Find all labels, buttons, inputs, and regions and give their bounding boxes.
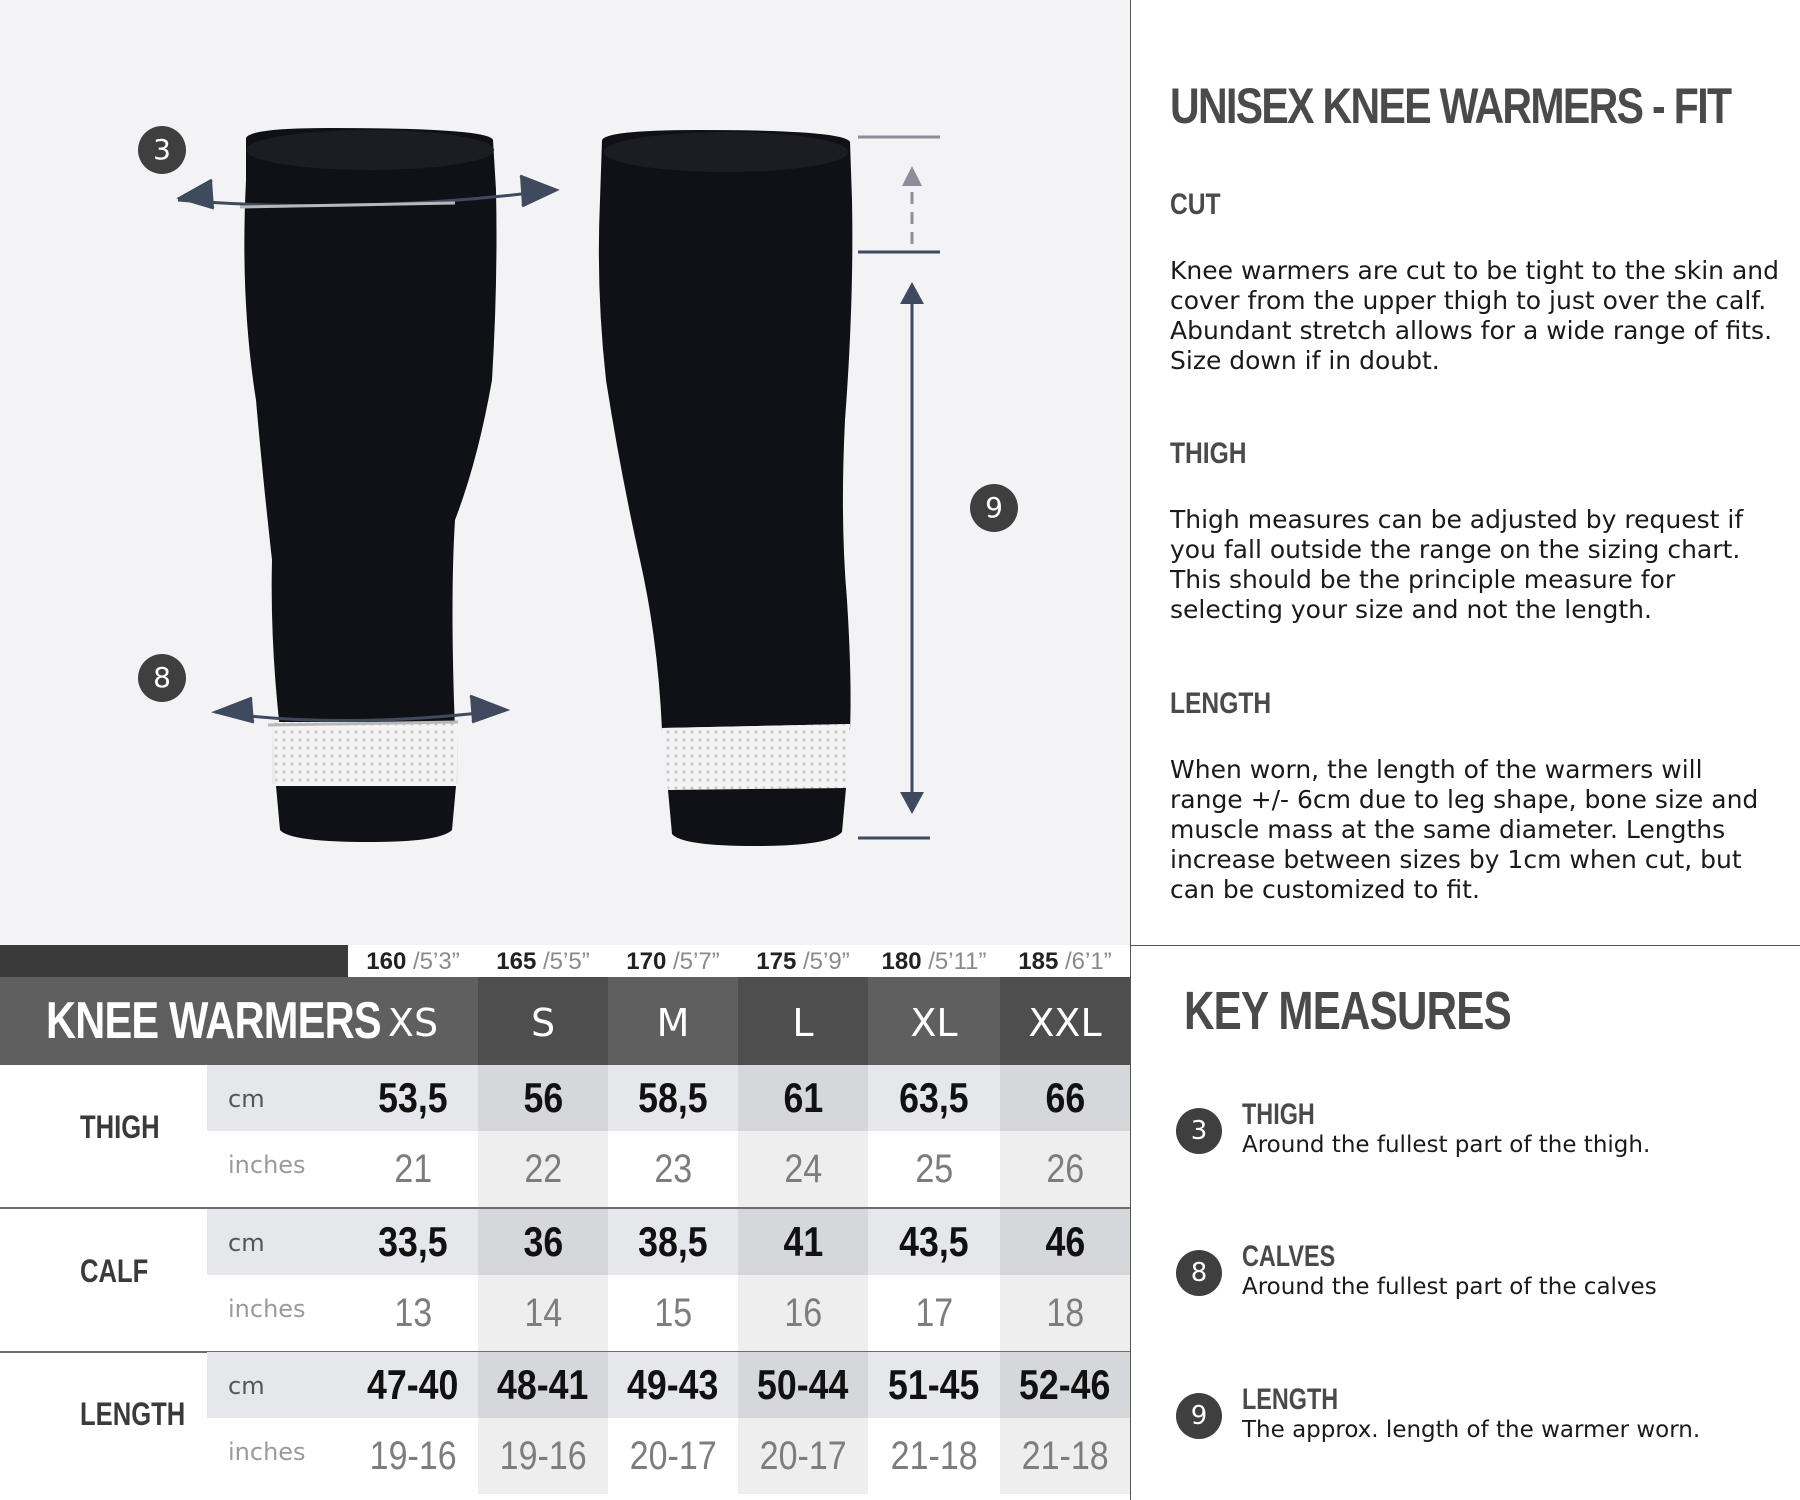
table-cell-cm: 58,5 bbox=[608, 1065, 738, 1131]
table-cell-inches: 24 bbox=[738, 1131, 868, 1207]
key-item-length bbox=[1176, 1383, 1776, 1463]
table-cell-cm: 38,5 bbox=[608, 1209, 738, 1275]
thigh-heading: THIGH bbox=[1170, 437, 1247, 470]
size-header-l: L bbox=[738, 977, 868, 1065]
table-cell-cm: 50-44 bbox=[738, 1352, 868, 1418]
height-label: 180 /5’11” bbox=[881, 948, 987, 975]
unit-label-inches: inches bbox=[228, 1438, 306, 1466]
table-cell-cm: 51-45 bbox=[868, 1352, 1000, 1418]
key-description: Around the fullest part of the thigh. bbox=[1242, 1132, 1651, 1158]
table-cell-inches: 19-16 bbox=[348, 1418, 478, 1494]
key-number-badge: 8 bbox=[1176, 1250, 1222, 1296]
length-text: When worn, the length of the warmers will range +/- 6cm due to leg shape, bone size and muscle mass at the same diameter. Lengths increase between sizes by 1cm when cut, but can be customized to fit. bbox=[1170, 755, 1759, 904]
size-header-s: S bbox=[478, 977, 608, 1065]
table-cell-inches: 17 bbox=[868, 1275, 1000, 1351]
left-knee-warmer bbox=[244, 128, 496, 842]
table-cell-cm: 41 bbox=[738, 1209, 868, 1275]
table-cell-inches: 21-18 bbox=[868, 1418, 1000, 1494]
size-header-xl: XL bbox=[910, 1001, 958, 1045]
unit-label-cm: cm bbox=[228, 1085, 265, 1113]
unit-label-inches: inches bbox=[228, 1151, 306, 1179]
row-label-length: LENGTH bbox=[80, 1396, 186, 1432]
fit-title: UNISEX KNEE WARMERS - FIT bbox=[1170, 78, 1731, 134]
table-cell-cm: 52-46 bbox=[1000, 1352, 1130, 1418]
table-top-bar bbox=[0, 945, 348, 977]
thigh-text: Thigh measures can be adjusted by request if you fall outside the range on the sizing chart. This should be the principle measure for selecting your size and not the length. bbox=[1170, 505, 1744, 624]
key-number-badge: 9 bbox=[1176, 1393, 1222, 1439]
right-knee-warmer bbox=[599, 130, 853, 846]
table-cell-inches: 20-17 bbox=[608, 1418, 738, 1494]
fit-description bbox=[1170, 70, 1780, 904]
unit-label-cm: cm bbox=[228, 1372, 265, 1400]
marker-thigh: 3 bbox=[138, 126, 186, 174]
height-label: 175 /5’9” bbox=[756, 948, 850, 975]
cut-text: Knee warmers are cut to be tight to the skin and cover from the upper thigh to just over the calf. Abundant stretch allows for a wide range of fits. Size down if in doubt. bbox=[1170, 256, 1779, 375]
height-label: 160 /5’3” bbox=[366, 948, 460, 975]
key-description: Around the fullest part of the calves bbox=[1242, 1274, 1657, 1300]
height-label: 185 /6’1” bbox=[1018, 948, 1112, 975]
row-label-calf: CALF bbox=[80, 1253, 149, 1289]
height-label: 170 /5’7” bbox=[626, 948, 720, 975]
key-name: CALVES bbox=[1242, 1240, 1336, 1273]
table-cell-cm: 49-43 bbox=[608, 1352, 738, 1418]
cut-heading: CUT bbox=[1170, 188, 1221, 221]
key-number-badge: 3 bbox=[1176, 1108, 1222, 1154]
unit-label-cm: cm bbox=[228, 1229, 265, 1257]
row-label-thigh: THIGH bbox=[80, 1109, 160, 1145]
key-measures-title: KEY MEASURES bbox=[1184, 981, 1511, 1041]
table-cell-inches: 22 bbox=[478, 1131, 608, 1207]
size-header-xs: XS bbox=[387, 1001, 439, 1045]
size-header-xxl: XXL bbox=[1000, 977, 1130, 1065]
table-cell-cm: 53,5 bbox=[348, 1065, 478, 1131]
table-cell-cm: 66 bbox=[1000, 1065, 1130, 1131]
vertical-divider bbox=[1130, 0, 1131, 1500]
horizontal-divider bbox=[1130, 945, 1800, 946]
key-item-calves bbox=[1176, 1240, 1776, 1320]
table-cell-inches: 21-18 bbox=[1000, 1418, 1130, 1494]
table-cell-cm: 47-40 bbox=[348, 1352, 478, 1418]
table-cell-cm: 46 bbox=[1000, 1209, 1130, 1275]
table-cell-inches: 16 bbox=[738, 1275, 868, 1351]
table-cell-inches: 23 bbox=[608, 1131, 738, 1207]
table-cell-inches: 13 bbox=[348, 1275, 478, 1351]
table-cell-inches: 14 bbox=[478, 1275, 608, 1351]
key-item-thigh bbox=[1176, 1098, 1776, 1178]
size-header-m: M bbox=[656, 1001, 690, 1045]
table-cell-cm: 36 bbox=[478, 1209, 608, 1275]
marker-calf: 8 bbox=[138, 654, 186, 702]
table-cell-inches: 15 bbox=[608, 1275, 738, 1351]
table-title: KNEE WARMERS bbox=[46, 992, 381, 1050]
key-name: LENGTH bbox=[1242, 1383, 1339, 1416]
key-description: The approx. length of the warmer worn. bbox=[1242, 1417, 1701, 1443]
table-cell-inches: 18 bbox=[1000, 1275, 1130, 1351]
unit-label-inches: inches bbox=[228, 1295, 306, 1323]
length-heading: LENGTH bbox=[1170, 687, 1272, 720]
table-cell-cm: 33,5 bbox=[348, 1209, 478, 1275]
table-cell-inches: 19-16 bbox=[478, 1418, 608, 1494]
product-image-panel bbox=[0, 0, 1130, 945]
key-name: THIGH bbox=[1242, 1098, 1315, 1131]
size-chart-table bbox=[0, 945, 1130, 1500]
table-cell-inches: 21 bbox=[348, 1131, 478, 1207]
height-label: 165 /5’5” bbox=[496, 948, 590, 975]
table-cell-cm: 61 bbox=[738, 1065, 868, 1131]
table-cell-cm: 43,5 bbox=[868, 1209, 1000, 1275]
table-cell-cm: 56 bbox=[478, 1065, 608, 1131]
table-cell-inches: 26 bbox=[1000, 1131, 1130, 1207]
length-measure-arrow bbox=[858, 137, 940, 838]
table-cell-cm: 63,5 bbox=[868, 1065, 1000, 1131]
table-cell-cm: 48-41 bbox=[478, 1352, 608, 1418]
marker-length: 9 bbox=[970, 484, 1018, 532]
table-cell-inches: 20-17 bbox=[738, 1418, 868, 1494]
table-cell-inches: 25 bbox=[868, 1131, 1000, 1207]
